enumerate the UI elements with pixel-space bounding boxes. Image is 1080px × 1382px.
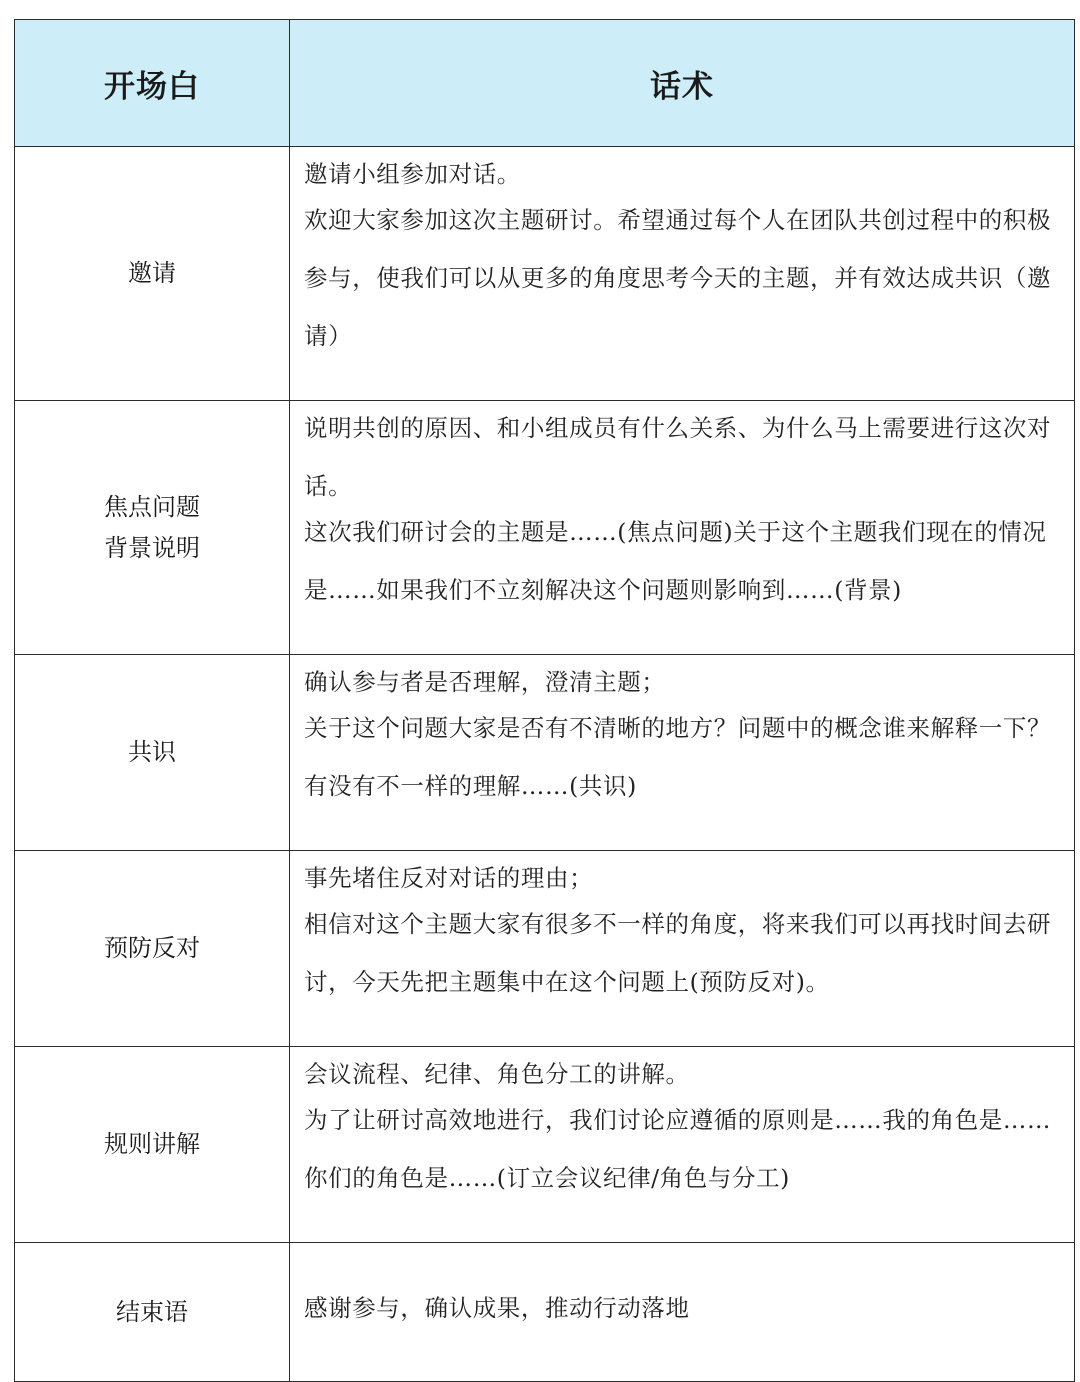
- table-row: [15, 147, 1075, 401]
- table-row: [15, 851, 1075, 1047]
- content-line: 事先堵住反对对话的理由；: [304, 864, 594, 892]
- row-label-text: 邀请: [128, 259, 176, 287]
- row-label: [15, 147, 290, 401]
- content-line: 相信对这个主题大家有很多不一样的角度，将来我们可以再找时间去研讨，今天先把主题集中在这个问题上(预防反对)。: [304, 910, 1052, 996]
- row-label: [15, 1047, 290, 1243]
- content-line: 关于这个问题大家是否有不清晰的地方？问题中的概念谁来解释一下？有没有不一样的理解……(共识): [304, 714, 1052, 800]
- row-label-text: 预防反对: [104, 934, 200, 962]
- table-row: [15, 401, 1075, 655]
- content-line: 会议流程、纪律、角色分工的讲解。: [304, 1060, 690, 1088]
- row-label-text: 结束语: [116, 1297, 188, 1326]
- header-opening: 开场白: [15, 20, 290, 147]
- row-label: [15, 401, 290, 655]
- row-content: [290, 1047, 1075, 1243]
- table-row: [15, 1047, 1075, 1243]
- row-label: [15, 1243, 290, 1382]
- row-label-text: 焦点问题: [104, 492, 200, 521]
- content-line: 感谢参与，确认成果，推动行动落地: [304, 1294, 690, 1322]
- content-line: 欢迎大家参加这次主题研讨。希望通过每个人在团队共创过程中的积极参与，使我们可以从更多的角度思考今天的主题，并有效达成共识（邀请）: [304, 206, 1052, 350]
- header-script: 话术: [290, 20, 1075, 147]
- content-line: 说明共创的原因、和小组成员有什么关系、为什么马上需要进行这次对话。: [304, 414, 1052, 500]
- row-label: [15, 655, 290, 851]
- table-row: [15, 1243, 1075, 1382]
- row-content: [290, 1243, 1075, 1382]
- opening-script-table: [14, 19, 1075, 1382]
- row-label-text: 规则讲解: [104, 1130, 200, 1158]
- row-label-text: 共识: [128, 738, 176, 766]
- table-row: [15, 655, 1075, 851]
- row-content: [290, 655, 1075, 851]
- table-header-row: [15, 20, 1075, 147]
- script-table-container: [14, 19, 1074, 1326]
- row-content: [290, 401, 1075, 655]
- content-line: 确认参与者是否理解，澄清主题；: [304, 668, 666, 696]
- content-line: 这次我们研讨会的主题是……(焦点问题)关于这个主题我们现在的情况是……如果我们不立刻解决这个问题则影响到……(背景): [304, 518, 1047, 604]
- row-content: [290, 147, 1075, 401]
- row-content: [290, 851, 1075, 1047]
- row-label: [15, 851, 290, 1047]
- content-line: 邀请小组参加对话。: [304, 160, 521, 188]
- content-line: 为了让研讨高效地进行，我们讨论应遵循的原则是……我的角色是……你们的角色是……(订立会议纪律/角色与分工): [304, 1106, 1052, 1192]
- row-label-text: 背景说明: [104, 533, 200, 562]
